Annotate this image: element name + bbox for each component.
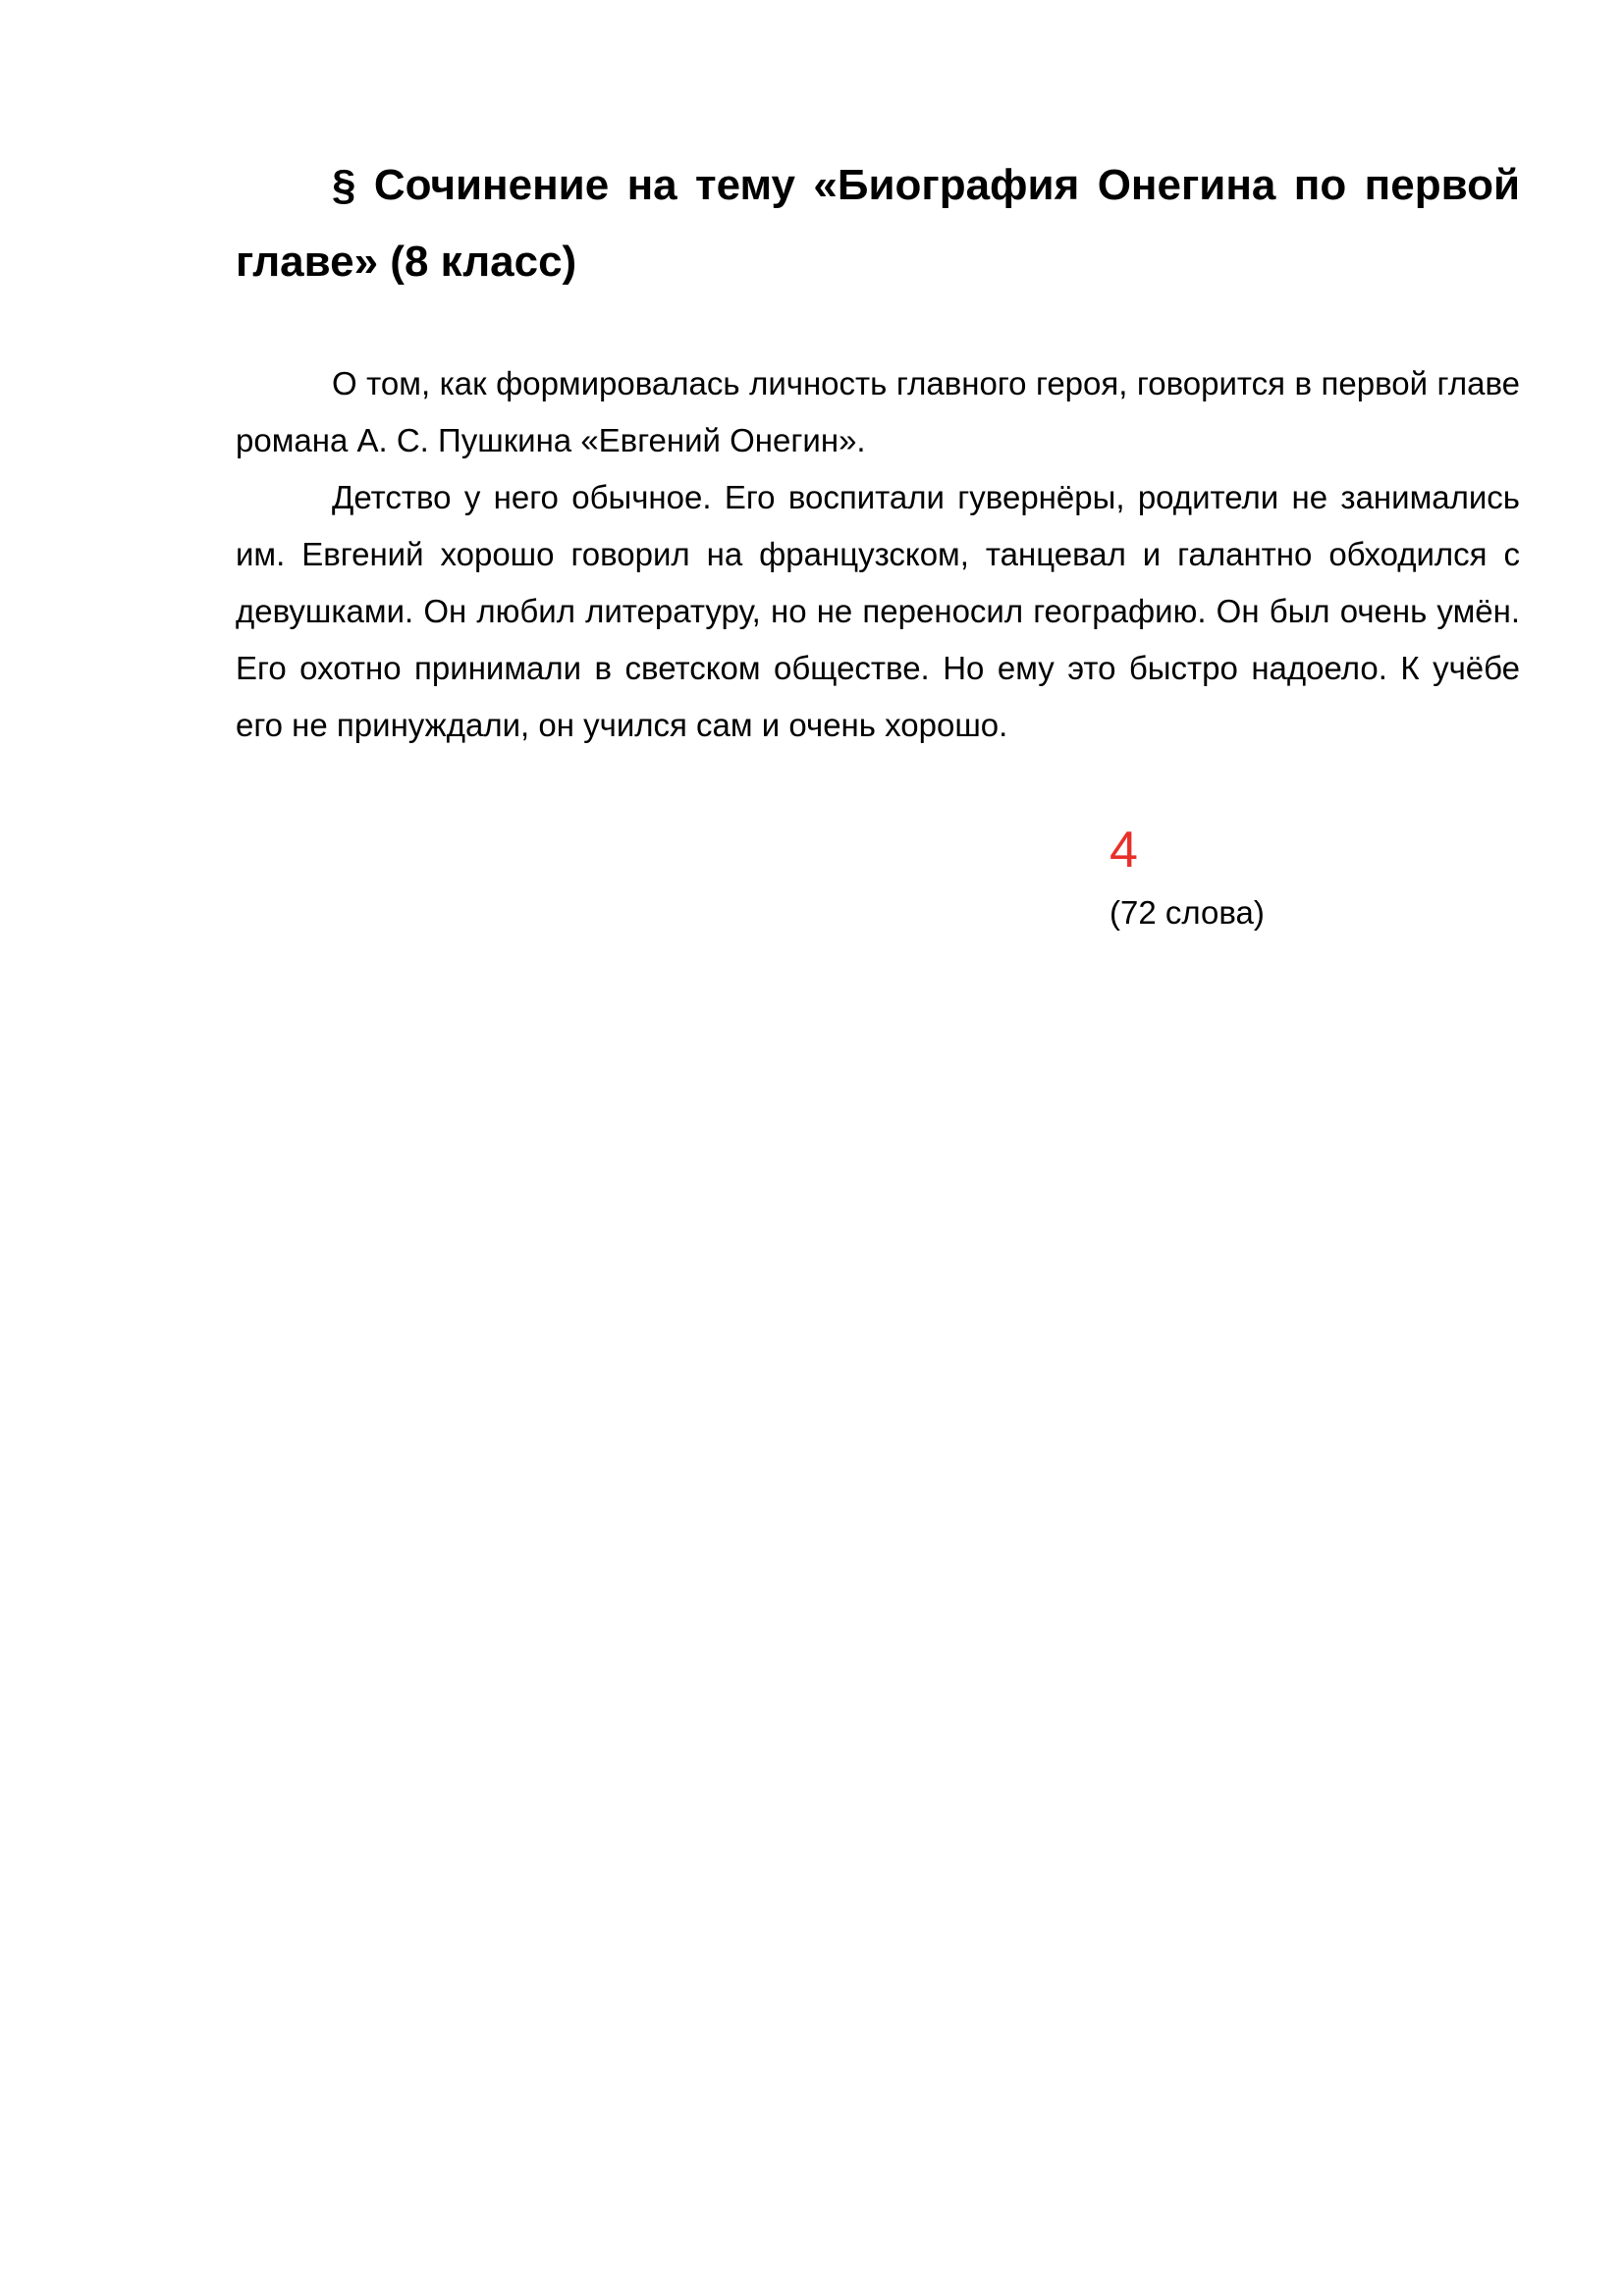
grade-mark: 4 <box>1110 822 1138 879</box>
document-title: § Сочинение на тему «Биография Онегина по первой главе» (8 класс) <box>236 161 1520 286</box>
word-count: (72 слова) <box>1110 894 1265 931</box>
document-content <box>236 147 1520 754</box>
essay-paragraph-1: О том, как формировалась личность главного героя, говорится в первой главе романа А. С. Пушкина «Евгений Онегин». <box>236 365 1520 458</box>
essay-paragraph-2: Детство у него обычное. Его воспитали гувернёры, родители не занимались им. Евгений хорошо говорил на французском, танцевал и галантно обходился с девушками. Он любил литературу, но не переносил географию. Он был очень умён. Его охотно принимали в светском обществе. Но ему это быстро надоело. К учёбе его не принуждали, он учился сам и очень хорошо. <box>236 479 1520 743</box>
grade-block <box>1110 821 1265 933</box>
essay-body <box>236 355 1520 754</box>
